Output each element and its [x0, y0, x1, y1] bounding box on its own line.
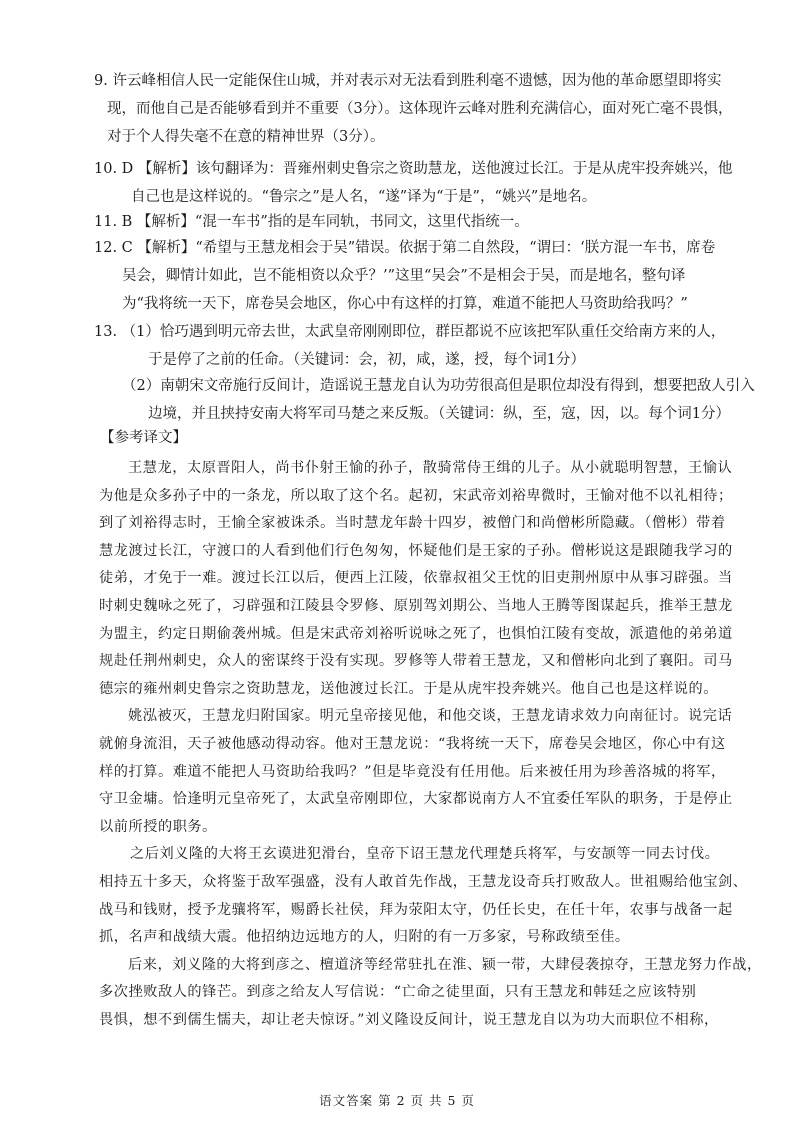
answer-line: 为“我将统一天下，席卷吴会地区，你心中有这样的打算，难道不能把人马资助给我吗？”	[122, 296, 688, 312]
translation-line: 就俯身流泪，天子被他感动得动容。他对王慧龙说：“我将统一天下，席卷吴会地区，你心中有这	[99, 735, 726, 752]
answer-line: 于是停了之前的任命。（关键词：会，初，咸，遂，授，每个词1分）	[148, 352, 585, 368]
translation-line: 徒弟，才免于一难。渡过长江以后，便西上江陵，依靠叔祖父王忱的旧吏荆州原中从事习辟强。当	[99, 570, 733, 587]
translation-line: 后来，刘义隆的大将到彦之、檀道济等经常驻扎在淮、颍一带，大肆侵袭掠夺，王慧龙努力作战，	[128, 956, 762, 973]
translation-line: 相持五十多天，众将鉴于敌军强盛，没有人敢首先作战，王慧龙设奇兵打败敌人。世祖赐给他宝剑、	[99, 873, 748, 890]
translation-line: 时刺史魏咏之死了，习辟强和江陵县令罗修、原别驾刘期公、当地人王腾等图谋起兵，推举王慧龙	[99, 597, 733, 614]
translation-line: 之后刘义隆的大将王玄谟进犯滑台，皇帝下诏王慧龙代理楚兵将军，与安颉等一同去讨伐。	[130, 846, 720, 863]
answer-line: 吴会，卿情计如此，岂不能相资以众乎？’”这里“吴会”不是相会于吴，而是地名，整句译	[122, 268, 686, 284]
answer-line: 自己也是这样说的。“鲁宗之”是人名，“遂”译为“于是”，“姚兴”是地名。	[131, 189, 597, 205]
translation-line: 王慧龙，太原晋阳人，尚书仆射王愉的孙子，散骑常侍王缉的儿子。从小就聪明智慧，王愉认	[128, 460, 733, 476]
translation-line: 战马和钱财，授予龙骧将军，赐爵长社侯，拜为荥阳太守，仍任长史，在任十年，农事与战备一起	[99, 901, 733, 918]
answer-9	[94, 67, 734, 151]
answer-13-2	[122, 372, 762, 428]
answer-line: 对于个人得失毫不在意的精神世界（3分）。	[107, 129, 385, 145]
translation-line: 为他是众多孙子中的一条龙，所以取了这个名。起初，宋武帝刘裕卑微时，王愉对他不以礼相待；	[99, 487, 733, 504]
answer-line: 现，而他自己是否能够看到并不重要（3分）。这体现许云峰对胜利充满信心，面对死亡毫不畏惧，	[107, 101, 733, 117]
answer-13-1	[94, 318, 734, 374]
translation-line: 畏惧，想不到儒生懦夫，却让老夫惊讶。”刘义隆设反间计，说王慧龙自以为功大而职位不相称，	[99, 1011, 719, 1028]
translation-line: 以前所授的职务。	[99, 818, 217, 835]
answer-10	[94, 155, 734, 211]
answer-line: 9. 许云峰相信人民一定能保住山城，并对表示对无法看到胜利毫不遗憾，因为他的革命愿望即将实	[94, 73, 722, 89]
answer-line: 12. C 【解析】“希望与王慧龙相会于吴”错误。依据于第二自然段，“谓曰：‘朕方混一车书，席卷	[94, 240, 716, 256]
answer-line: （2）南朝宋文帝施行反间计，造谣说王慧龙自认为功劳很高但是职位却没有得到，想要把敌人引入	[122, 378, 755, 394]
translation-line: 规赴任荆州刺史，众人的密谋终于没有实现。罗修等人带着王慧龙，又和僧彬向北到了襄阳。司马	[99, 653, 733, 670]
translation-line: 为盟主，约定日期偷袭州城。但是宋武帝刘裕听说咏之死了，也惧怕江陵有变故，派遣他的弟弟道	[99, 625, 733, 642]
translation-line: 德宗的雍州刺史鲁宗之资助慧龙，送他渡过长江。于是从虎牢投奔姚兴。他自己也是这样说的。	[99, 680, 718, 697]
translation-line: 多次挫败敌人的锋芒。到彦之给友人写信说：“亡命之徒里面，只有王慧龙和韩廷之应该特别	[99, 984, 697, 1001]
answer-12	[94, 234, 734, 318]
translation-line: 样的打算。难道不能把人马资助给我吗？”但是毕竟没有任用他。后来被任用为珍善洛城的将军，	[99, 763, 726, 780]
answer-line: 11. B 【解析】“混一车书”指的是车同轨，书同文，这里代指统一。	[94, 214, 529, 230]
answer-line: 边境，并且挟持安南大将军司马楚之来反叛。（关键词：纵，至，寇，因，以。每个词1分）	[148, 406, 730, 422]
section-title: 【参考译文】	[100, 430, 187, 446]
translation-line: 到了刘裕得志时，王愉全家被诛杀。当时慧龙年龄十四岁，被僧门和尚僧彬所隐藏。（僧彬）带着	[99, 515, 726, 532]
translation-line: 姚泓被灭，王慧龙归附国家。明元皇帝接见他，和他交谈，王慧龙请求效力向南征讨。说完话	[128, 708, 733, 725]
answer-line: 13. （1）恰巧遇到明元帝去世，太武皇帝刚刚即位，群臣都说不应该把军队重任交给南方来的人，	[94, 324, 726, 340]
translation-line: 慧龙渡过长江，守渡口的人看到他们行色匆匆，怀疑他们是王家的子孙。僧彬说这是跟随我学习的	[99, 542, 733, 559]
page-footer: 语文答案 第 2 页 共 5 页	[319, 1093, 475, 1108]
answer-line: 10. D 【解析】该句翻译为：晋雍州刺史鲁宗之资助慧龙，送他渡过长江。于是从虎牢投奔姚兴，他	[94, 161, 733, 177]
translation-line: 抓，名声和战绩大震。他招纳边远地方的人，归附的有一万多家，号称政绩至佳。	[99, 929, 630, 946]
translation-body	[99, 455, 762, 1034]
answer-11	[94, 208, 734, 236]
translation-line: 守卫金墉。恰逢明元皇帝死了，太武皇帝刚即位，大家都说南方人不宜委任军队的职务，于是停止	[99, 791, 733, 808]
